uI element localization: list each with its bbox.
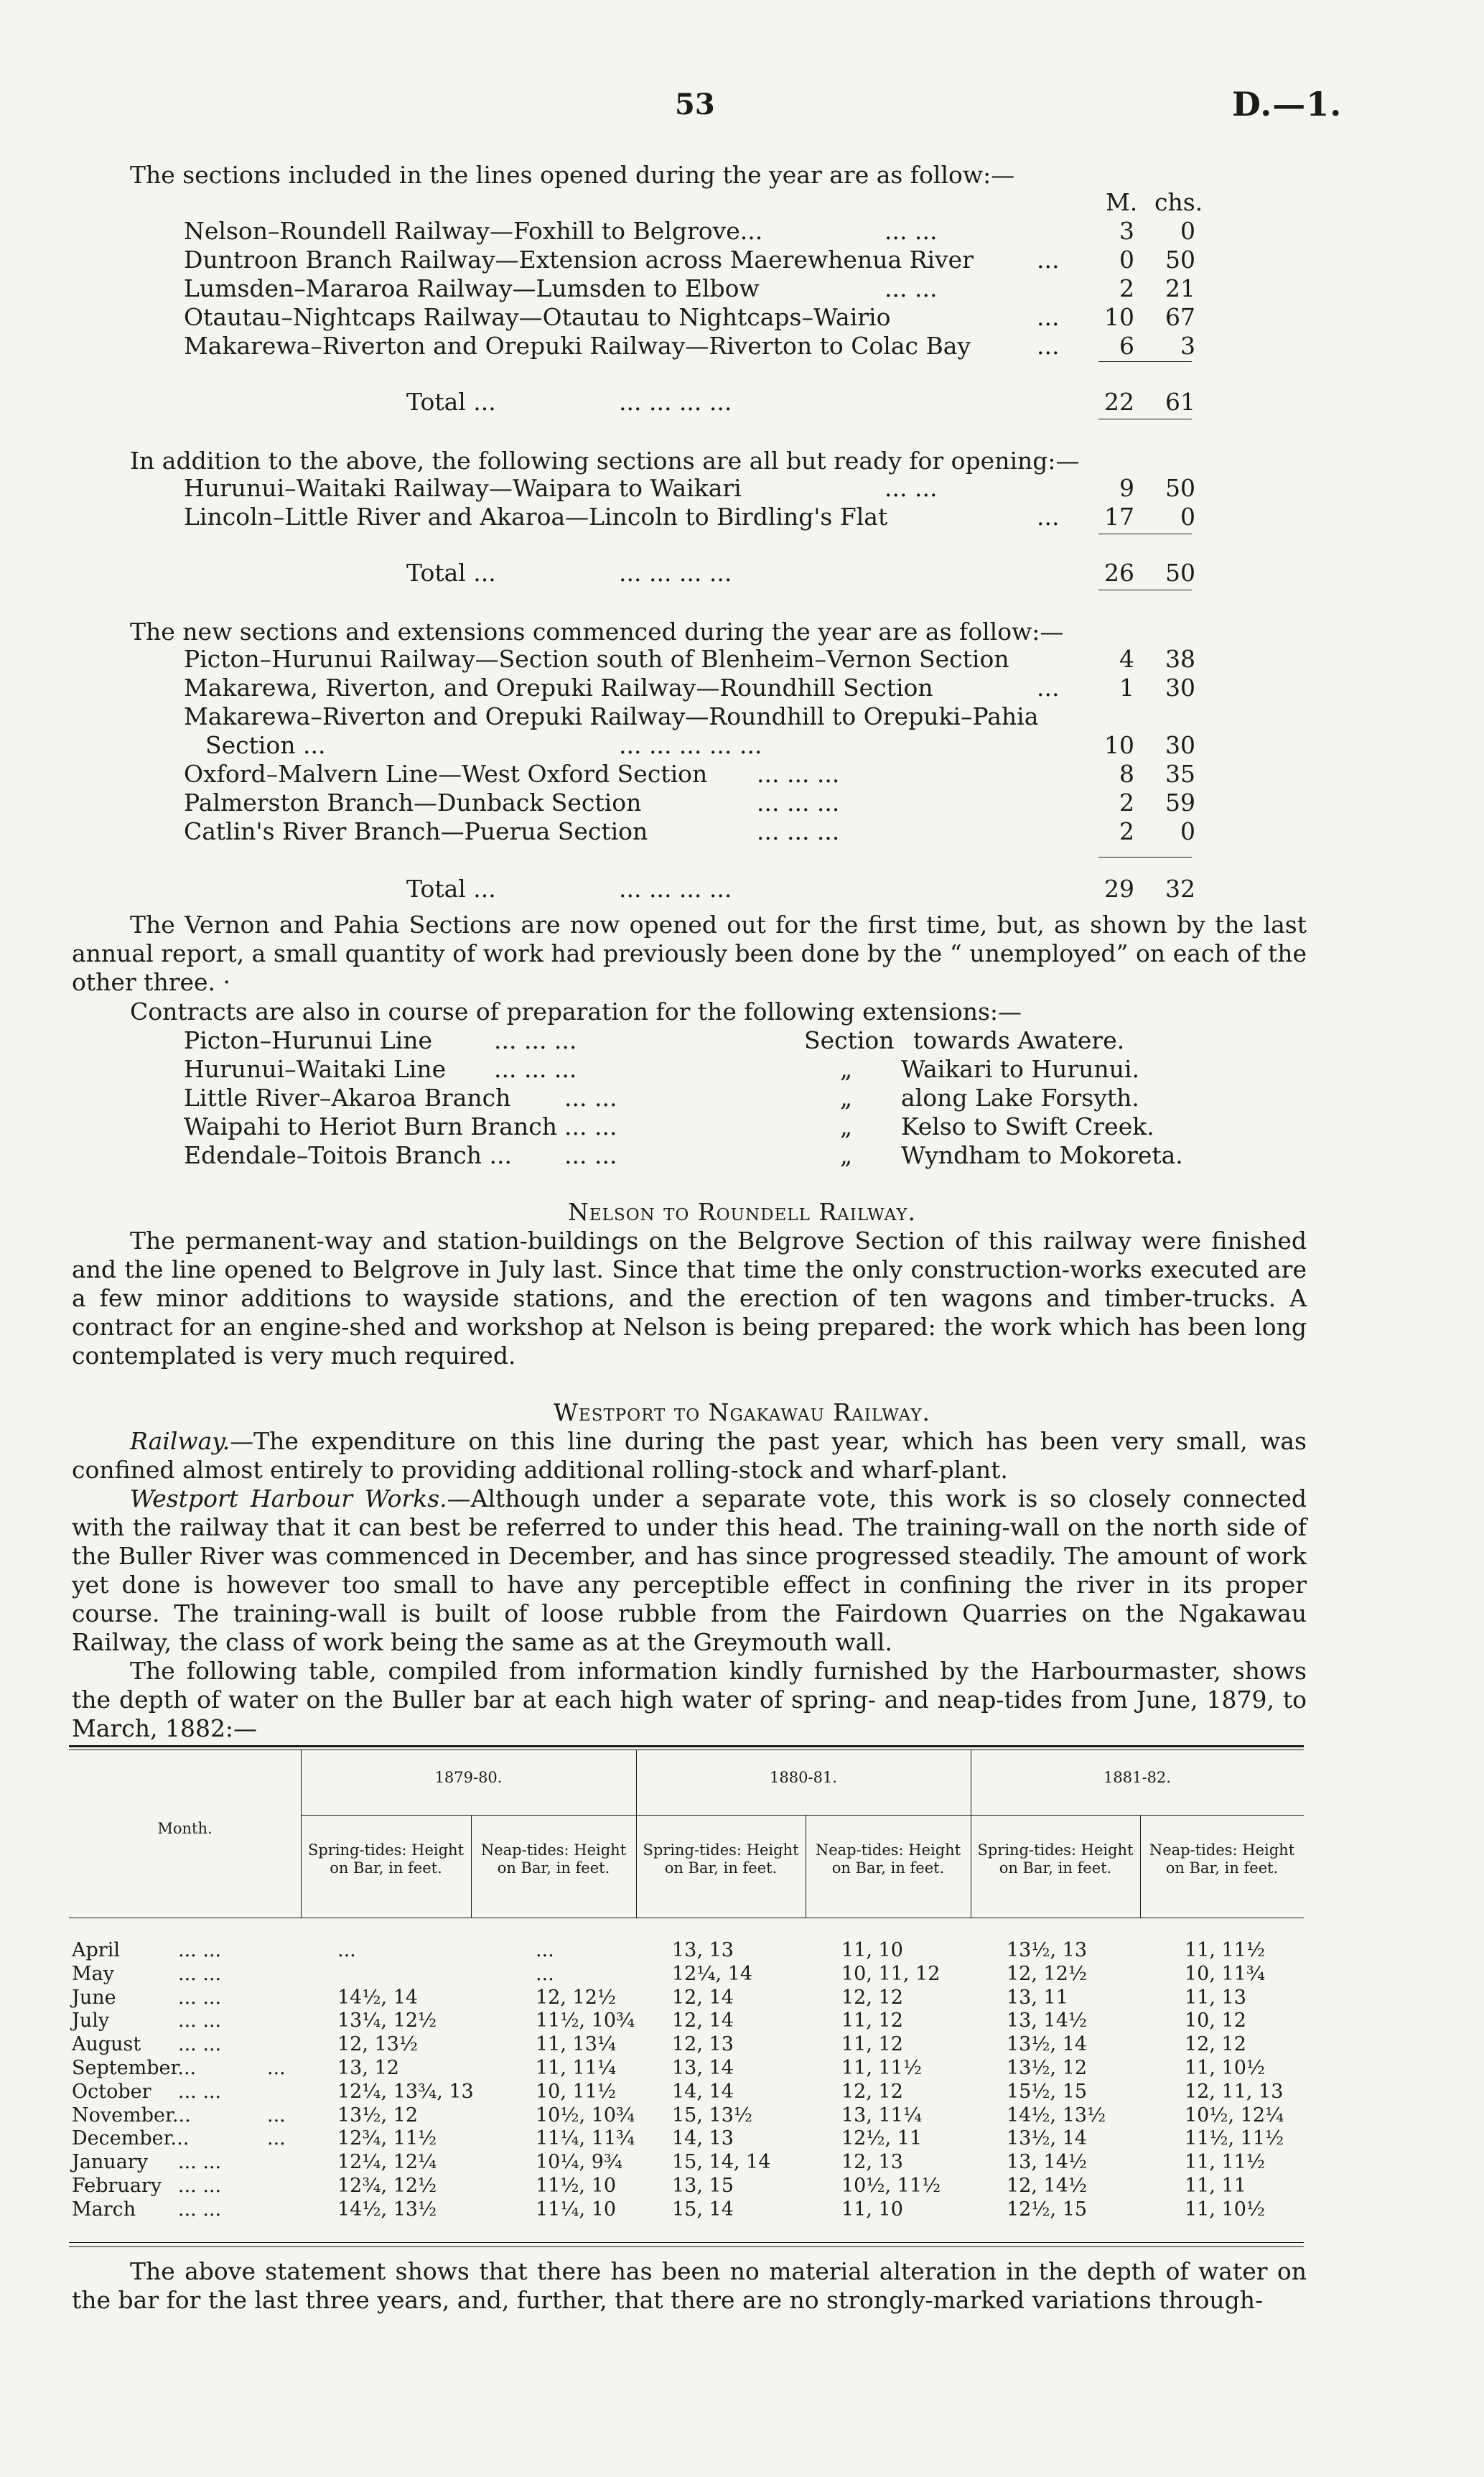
commenced-total-chains: 32: [1165, 875, 1195, 903]
tide-value: 11, 11½: [1185, 1939, 1266, 1961]
month-dots: ... ...: [178, 2009, 222, 2032]
tide-value: 11, 12: [841, 2033, 903, 2056]
section-label: Oxford–Malvern Line—West Oxford Section: [184, 760, 708, 788]
commenced-total-miles: 29: [1104, 875, 1134, 903]
westport-heading: Westport to Ngakawau Railway.: [554, 1398, 930, 1426]
tide-value: 13½, 14: [1007, 2033, 1088, 2056]
month-label: July: [72, 2009, 110, 2032]
section-label: Lumsden–Mararoa Railway—Lumsden to Elbow: [184, 274, 760, 302]
tide-value: 12, 12½: [1007, 1962, 1088, 1985]
section-label: Makarewa–Riverton and Orepuki Railway—Riverton to Colac Bay: [184, 332, 971, 360]
contracts-intro: Contracts are also in course of preparation for the following extensions:—: [130, 998, 1022, 1026]
tide-value: 11, 11: [1185, 2175, 1246, 2197]
tide-value: 12, 13½: [337, 2033, 419, 2056]
westport-harbour-paragraph: [72, 1484, 1307, 1657]
neap-tides-header: Neap-tides: Height on Bar, in feet.: [480, 1841, 627, 1877]
chains-value: 21: [1165, 274, 1195, 302]
tide-value: 12, 11, 13: [1185, 2080, 1284, 2103]
miles-value: 2: [1119, 817, 1134, 845]
chains-value: 50: [1165, 246, 1195, 274]
spring-tides-header: Spring-tides: Height on Bar, in feet.: [307, 1841, 465, 1877]
contract-dots: ... ... ...: [494, 1055, 577, 1083]
tide-value: 11, 10½: [1185, 2057, 1266, 2079]
miles-value: 9: [1119, 474, 1134, 502]
contract-line: Edendale–Toitois Branch ...: [184, 1141, 513, 1169]
tide-value: 13, 11¼: [841, 2104, 923, 2127]
chains-value: 30: [1165, 674, 1195, 702]
tide-value: 12, 12: [1185, 2033, 1246, 2056]
miles-value: 0: [1119, 246, 1134, 274]
tide-value: 13, 15: [672, 2175, 734, 2197]
tide-value: 10¼, 9¾: [536, 2151, 623, 2174]
harbour-text: —Although under a separate vote, this work is so closely connected with the railway that it can best be referred to under this head. The training-wall on the north side of the Buller River was commenced in December, and has since progressed steadily. The amount of work yet done is however too small to have any perceptible effect in confining the river in its proper course. The training-wall is built of loose rubble from the Fairdown Quarries on the Ngakawau Railway, the class of work being the same as at the Greymouth wall.: [72, 1484, 1307, 1656]
month-label: February: [72, 2175, 162, 2197]
railway-label: Railway.: [130, 1427, 230, 1455]
year-header-3: 1881-82.: [1103, 1769, 1171, 1786]
tide-value: 15, 13½: [672, 2104, 753, 2127]
month-dots: ... ...: [178, 2080, 222, 2103]
opened-intro: The sections included in the lines opened during the year are as follow:—: [130, 161, 1015, 189]
miles-value: 6: [1119, 332, 1134, 360]
tide-value: 14, 14: [672, 2080, 734, 2103]
commenced-intro: The new sections and extensions commenced during the year are as follow:—: [130, 618, 1064, 646]
month-dots: ... ...: [178, 2198, 222, 2221]
contract-dots: ... ... ...: [494, 1026, 577, 1054]
opened-total-rule: [1098, 361, 1192, 362]
leader-dots: ...: [1037, 503, 1060, 531]
tide-value: 13½, 14: [1007, 2127, 1088, 2150]
month-dots: ... ...: [178, 2175, 222, 2197]
table-year-rule: [301, 1815, 1304, 1816]
leader-dots: ... ...: [885, 274, 938, 302]
contract-dots: ... ...: [564, 1112, 617, 1140]
ready-total-label: Total ...: [406, 559, 496, 587]
contract-section: Section: [804, 1026, 895, 1054]
tide-value: ...: [337, 1939, 356, 1961]
chains-value: 0: [1180, 217, 1195, 245]
tide-value: 11¼, 10: [536, 2198, 617, 2221]
contract-destination: Kelso to Swift Creek.: [901, 1112, 1154, 1140]
westport-railway-paragraph: [72, 1427, 1307, 1484]
month-dots: ... ...: [178, 2151, 222, 2174]
opened-total-miles: 22: [1104, 388, 1134, 416]
leader-dots: ...: [1037, 332, 1060, 360]
tide-value: 12, 13: [672, 2033, 734, 2056]
commenced-total-dots: ... ... ... ...: [619, 875, 732, 903]
chains-value: 50: [1165, 474, 1195, 502]
section-label: Section ...: [205, 731, 326, 759]
section-label: Nelson–Roundell Railway—Foxhill to Belgrove...: [184, 217, 763, 245]
section-label: Palmerston Branch—Dunback Section: [184, 789, 642, 817]
leader-dots: ...: [1037, 246, 1060, 274]
leader-dots: ...: [1037, 674, 1060, 702]
tide-value: 11, 10: [841, 1939, 903, 1961]
section-label: Otautau–Nightcaps Railway—Otautau to Nightcaps–Wairio: [184, 303, 891, 331]
opened-total-dots: ... ... ... ...: [619, 388, 732, 416]
spring-tides-header: Spring-tides: Height on Bar, in feet.: [977, 1841, 1134, 1877]
tide-value: 11, 10½: [1185, 2198, 1266, 2221]
nelson-paragraph: The permanent-way and station-buildings on the Belgrove Section of this railway were finished and the line opened to Belgrove in July last. Since that time the only construction-works executed are a few minor additions to wayside stations, and the erection of ten wagons and timber-trucks. A contract for an engine-shed and workshop at Nelson is being prepared: the work which has been long contemplated is very much required.: [72, 1227, 1307, 1370]
spring-tides-header: Spring-tides: Height on Bar, in feet.: [643, 1841, 799, 1877]
table-top-rule-inner: [69, 1749, 1304, 1750]
tide-value: 12¾, 12½: [337, 2175, 437, 2197]
month-label: April: [72, 1939, 120, 1961]
tide-value: 13, 14½: [1007, 2151, 1088, 2174]
contract-destination: Wyndham to Mokoreta.: [901, 1141, 1183, 1169]
railway-text: —The expenditure on this line during the past year, which has been very small, was confined almost entirely to providing additional rolling-stock and wharf-plant.: [72, 1427, 1307, 1484]
month-header: Month.: [157, 1820, 213, 1837]
tide-value: 12¾, 11½: [337, 2127, 437, 2150]
month-label: November...: [72, 2104, 191, 2127]
contract-line: Waipahi to Heriot Burn Branch: [184, 1112, 557, 1140]
tide-value: 11¼, 11¾: [536, 2127, 635, 2150]
miles-value: 17: [1104, 503, 1134, 531]
closing-paragraph: The above statement shows that there has been no material alteration in the depth of water on the bar for the last three years, and, further, that there are no strongly-marked variations through-: [72, 2257, 1307, 2314]
month-dots: ...: [267, 2127, 286, 2150]
section-label: Hurunui–Waitaki Railway—Waipara to Waikari: [184, 474, 742, 502]
tide-value: 11, 11½: [841, 2057, 923, 2079]
tide-value: 12¼, 13¾, 13: [337, 2080, 474, 2103]
harbour-label: Westport Harbour Works.: [130, 1484, 447, 1512]
year-header-1: 1879-80.: [434, 1769, 503, 1786]
tide-value: 11½, 11½: [1185, 2127, 1284, 2150]
month-dots: ... ...: [178, 2033, 222, 2056]
tide-value: 12, 14: [672, 1986, 734, 2009]
tide-value: 11, 10: [841, 2198, 903, 2221]
month-label: October: [72, 2080, 151, 2103]
contract-line: Hurunui–Waitaki Line: [184, 1055, 447, 1083]
section-label: Catlin's River Branch—Puerua Section: [184, 817, 648, 845]
chains-value: 59: [1165, 789, 1195, 817]
commenced-total-rule: [1098, 857, 1192, 858]
tide-value: 13, 14½: [1007, 2009, 1088, 2032]
tide-value: 13, 11: [1007, 1986, 1068, 2009]
tide-value: 11, 13¼: [536, 2033, 617, 2056]
nelson-heading: Nelson to Roundell Railway.: [568, 1198, 916, 1226]
tide-value: 10, 11, 12: [841, 1962, 941, 1985]
chains-value: 3: [1180, 332, 1195, 360]
leader-dots: ... ...: [885, 217, 938, 245]
tide-value: 13, 13: [672, 1939, 734, 1961]
tide-value: 10, 11¾: [1185, 1962, 1266, 1985]
tide-value: 10, 12: [1185, 2009, 1246, 2032]
chains-value: 0: [1180, 817, 1195, 845]
tide-value: 12, 13: [841, 2151, 903, 2174]
table-bottom-rule: [69, 2242, 1304, 2243]
tide-value: 15½, 15: [1007, 2080, 1088, 2103]
ready-total-chains: 50: [1165, 559, 1195, 587]
month-label: December...: [72, 2127, 190, 2150]
contract-line: Picton–Hurunui Line: [184, 1026, 432, 1054]
miles-value: 10: [1104, 303, 1134, 331]
tide-value: 12½, 11: [841, 2127, 923, 2150]
col-m-header: M.: [1106, 188, 1138, 216]
neap-tides-header: Neap-tides: Height on Bar, in feet.: [815, 1841, 961, 1877]
contract-dots: ... ...: [564, 1084, 617, 1112]
table-bottom-rule-inner: [69, 2246, 1304, 2247]
month-dots: ...: [267, 2104, 286, 2127]
tide-value: 11, 12: [841, 2009, 903, 2032]
month-label: March: [72, 2198, 136, 2221]
section-label: Picton–Hurunui Railway—Section south of Blenheim–Vernon Section: [184, 645, 1009, 673]
tide-value: 14½, 13½: [1007, 2104, 1106, 2127]
month-label: May: [72, 1962, 114, 1985]
ready-total-miles: 26: [1104, 559, 1134, 587]
tide-value: 11½, 10¾: [536, 2009, 635, 2032]
month-label: June: [72, 1986, 116, 2009]
contract-section: „: [840, 1084, 853, 1112]
tide-value: 13½, 12: [337, 2104, 419, 2127]
ready-total-dots: ... ... ... ...: [619, 559, 732, 587]
month-dots: ... ...: [178, 1962, 222, 1985]
contract-destination: towards Awatere.: [913, 1026, 1125, 1054]
leader-dots: ... ... ... ... ...: [619, 731, 762, 759]
month-label: January: [72, 2151, 148, 2174]
tide-value: 13½, 13: [1007, 1939, 1088, 1961]
tide-value: 14½, 14: [337, 1986, 419, 2009]
leader-dots: ... ... ...: [757, 789, 840, 817]
tide-value: 11, 11½: [1185, 2151, 1266, 2174]
miles-value: 1: [1119, 674, 1134, 702]
tide-value: 13, 12: [337, 2057, 399, 2079]
tide-value: 15, 14: [672, 2198, 734, 2221]
page-number: 53: [675, 88, 715, 121]
tide-value: ...: [536, 1939, 554, 1961]
opened-total-chains: 61: [1165, 388, 1195, 416]
tide-value: 14, 13: [672, 2127, 734, 2150]
tide-value: 12, 14½: [1007, 2175, 1088, 2197]
tide-value: 13¼, 12½: [337, 2009, 437, 2032]
tide-value: 11½, 10: [536, 2175, 617, 2197]
tide-value: 10, 11½: [536, 2080, 617, 2103]
contract-section: „: [840, 1112, 853, 1140]
miles-value: 10: [1104, 731, 1134, 759]
tide-value: 12½, 15: [1007, 2198, 1088, 2221]
tide-value: 12, 12: [841, 2080, 903, 2103]
commenced-total-label: Total ...: [406, 875, 496, 903]
miles-value: 3: [1119, 217, 1134, 245]
tide-value: 11, 11¼: [536, 2057, 617, 2079]
col-chs-header: chs.: [1154, 188, 1203, 216]
contract-dots: ... ...: [564, 1141, 617, 1169]
month-label: August: [72, 2033, 141, 2056]
leader-dots: ... ... ...: [757, 817, 840, 845]
tide-value: 12¼, 12¼: [337, 2151, 437, 2174]
leader-dots: ... ...: [885, 474, 938, 502]
chains-value: 30: [1165, 731, 1195, 759]
tide-value: ...: [536, 1962, 554, 1985]
tide-value: 11, 13: [1185, 1986, 1246, 2009]
year-header-2: 1880-81.: [770, 1769, 837, 1786]
chains-value: 35: [1165, 760, 1195, 788]
tide-value: 15, 14, 14: [672, 2151, 771, 2174]
leader-dots: ... ... ...: [757, 760, 840, 788]
contract-section: „: [840, 1055, 853, 1083]
contract-section: „: [840, 1141, 853, 1169]
tide-value: 12, 14: [672, 2009, 734, 2032]
document-code: D.—1.: [1232, 85, 1343, 124]
tide-value: 12, 12: [841, 1986, 903, 2009]
miles-value: 2: [1119, 274, 1134, 302]
miles-value: 4: [1119, 645, 1134, 673]
tide-value: 10½, 11½: [841, 2175, 941, 2197]
month-label: September...: [72, 2057, 197, 2079]
vernon-paragraph: The Vernon and Pahia Sections are now opened out for the first time, but, as shown by the last annual report, a small quantity of work had previously been done by the “ unemployed” on each of the other three. ·: [72, 911, 1307, 996]
tide-value: 12¼, 14: [672, 1962, 753, 1985]
section-label: Makarewa–Riverton and Orepuki Railway—Roundhill to Orepuki–Pahia: [184, 702, 1039, 730]
leader-dots: ...: [1037, 303, 1060, 331]
contract-destination: Waikari to Hurunui.: [901, 1055, 1139, 1083]
month-dots: ...: [267, 2057, 286, 2079]
table-top-rule: [69, 1745, 1304, 1747]
tide-value: 13½, 12: [1007, 2057, 1088, 2079]
tide-value: 10½, 10¾: [536, 2104, 635, 2127]
section-label: Lincoln–Little River and Akaroa—Lincoln to Birdling's Flat: [184, 503, 888, 531]
month-dots: ... ...: [178, 1939, 222, 1961]
section-label: Makarewa, Riverton, and Orepuki Railway—Roundhill Section: [184, 674, 933, 702]
tide-value: 14½, 13½: [337, 2198, 437, 2221]
opened-total-label: Total ...: [406, 388, 496, 416]
tide-value: 10½, 12¼: [1185, 2104, 1284, 2127]
contract-destination: along Lake Forsyth.: [901, 1084, 1139, 1112]
ready-intro: In addition to the above, the following sections are all but ready for opening:—: [130, 447, 1080, 475]
month-dots: ... ...: [178, 1986, 222, 2009]
miles-value: 2: [1119, 789, 1134, 817]
section-label: Duntroon Branch Railway—Extension across Maerewhenua River: [184, 246, 974, 274]
contract-line: Little River–Akaroa Branch: [184, 1084, 511, 1112]
tide-value: 13, 14: [672, 2057, 734, 2079]
tide-value: 12, 12½: [536, 1986, 617, 2009]
neap-tides-header: Neap-tides: Height on Bar, in feet.: [1149, 1841, 1295, 1877]
miles-value: 8: [1119, 760, 1134, 788]
chains-value: 38: [1165, 645, 1195, 673]
chains-value: 67: [1165, 303, 1195, 331]
table-intro-paragraph: The following table, compiled from information kindly furnished by the Harbourmaster, shows the depth of water on the Buller bar at each high water of spring- and neap-tides from June, 1879, to March, 1882:—: [72, 1657, 1307, 1742]
chains-value: 0: [1180, 503, 1195, 531]
